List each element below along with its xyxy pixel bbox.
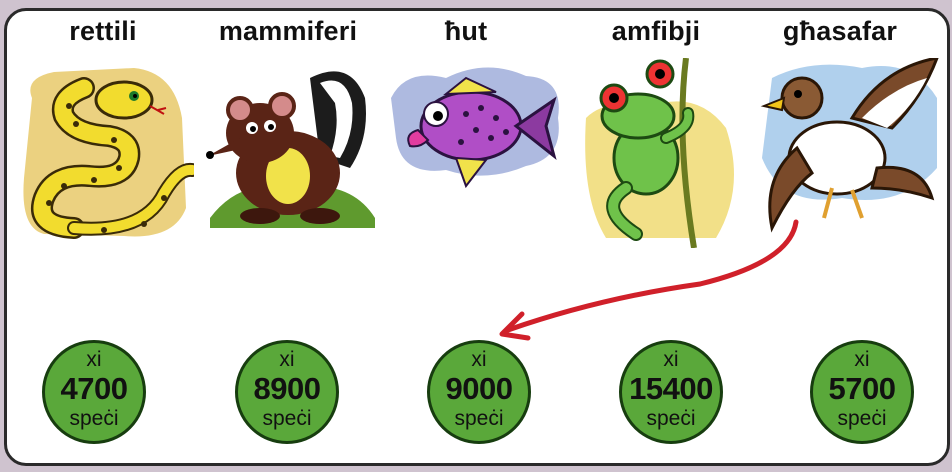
species-count-badge (619, 340, 723, 444)
label-amphibians: amfibji (611, 16, 701, 46)
count-suffix: speċi (262, 407, 312, 430)
count-prefix: xi (854, 348, 870, 371)
label-reptiles: rettili (69, 16, 137, 46)
species-count: 9000 (445, 371, 513, 406)
species-count: 4700 (60, 371, 128, 406)
label-mammals: mammiferi (218, 16, 358, 46)
species-count: 15400 (629, 371, 713, 406)
label-birds: għasafar (782, 16, 898, 46)
species-count-badge (810, 340, 914, 444)
label-fish: ħut (444, 16, 488, 46)
count-suffix: speċi (69, 407, 119, 430)
species-count-badge (235, 340, 339, 444)
species-count: 5700 (828, 371, 896, 406)
count-prefix: xi (663, 348, 679, 371)
species-count-badge (427, 340, 531, 444)
count-prefix: xi (279, 348, 295, 371)
count-suffix: speċi (837, 407, 887, 430)
count-prefix: xi (471, 348, 487, 371)
count-suffix: speċi (646, 407, 696, 430)
count-suffix: speċi (454, 407, 504, 430)
species-count: 8900 (253, 371, 321, 406)
species-count-badge (42, 340, 146, 444)
count-prefix: xi (86, 348, 102, 371)
